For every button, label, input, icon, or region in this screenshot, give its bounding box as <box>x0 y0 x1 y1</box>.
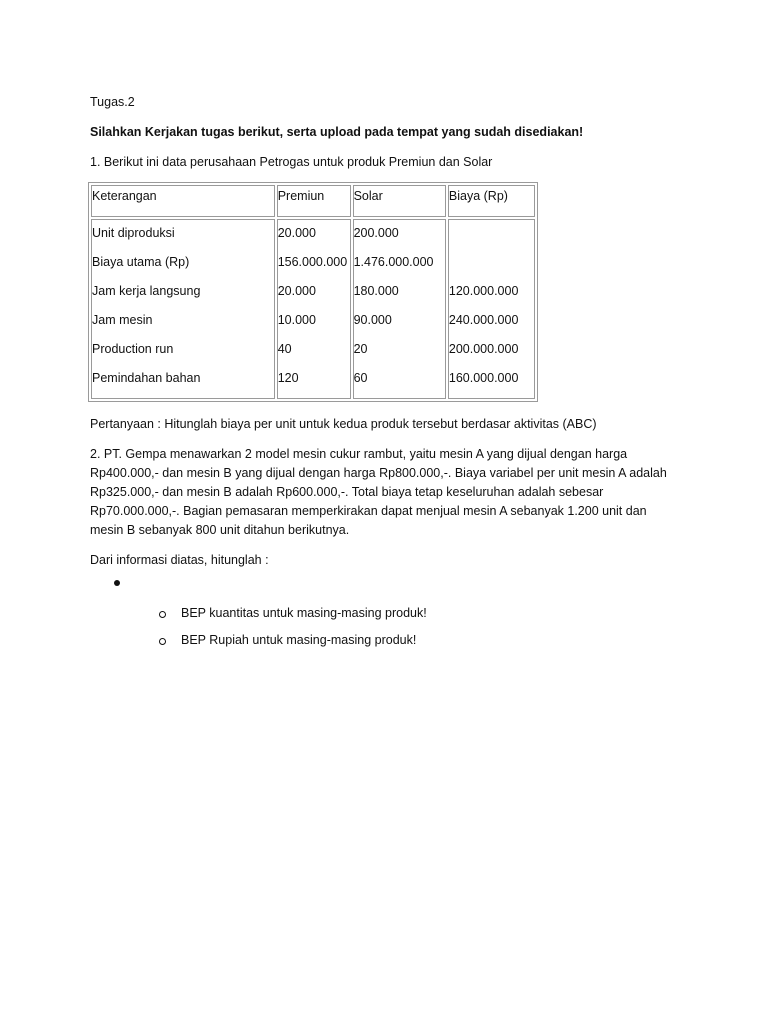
table-header-cell: Biaya (Rp) <box>448 185 535 217</box>
table-cell: 120 <box>277 371 299 385</box>
table-header-cell: Solar <box>353 185 446 217</box>
table-header-cell: Premiun <box>277 185 351 217</box>
table-cell: 156.000.000 <box>277 255 348 269</box>
table-cell: 200.000.000 <box>448 342 519 356</box>
question2-line: Rp325.000,- dan mesin B adalah Rp600.000,-. Total biaya tetap keseluruhan adalah sebesar <box>90 485 604 499</box>
question2-line: Rp400.000,- dan mesin B yang dijual dengan harga Rp800.000,-. Biaya variabel per unit mesin A adalah <box>90 466 667 480</box>
instruction-text: Silahkan Kerjakan tugas berikut, serta upload pada tempat yang sudah disediakan! <box>90 125 584 139</box>
table-cell: Production run <box>92 342 174 356</box>
table-header-row <box>91 185 535 217</box>
bullet-icon <box>114 580 120 586</box>
data-table <box>88 182 538 402</box>
table-cell: 40 <box>277 342 292 356</box>
table-column-biaya <box>448 219 535 399</box>
table-header-cell: Keterangan <box>91 185 275 217</box>
table-cell: Jam mesin <box>92 313 153 327</box>
table-cell: 120.000.000 <box>448 284 519 298</box>
circle-bullet-icon <box>159 638 166 645</box>
document-page <box>90 93 680 660</box>
table-cell: 1.476.000.000 <box>353 255 434 269</box>
question2-line: 2. PT. Gempa menawarkan 2 model mesin cukur rambut, yaitu mesin A yang dijual dengan harga <box>90 447 628 461</box>
table-column-solar <box>353 219 446 399</box>
question1-intro: 1. Berikut ini data perusahaan Petrogas untuk produk Premiun dan Solar <box>90 155 493 169</box>
table-cell: Pemindahan bahan <box>92 371 201 385</box>
table-cell: Unit diproduksi <box>92 226 175 240</box>
table-cell: Biaya utama (Rp) <box>92 255 190 269</box>
document-title: Tugas.2 <box>90 95 135 109</box>
table-cell: 160.000.000 <box>448 371 519 385</box>
table-cell: 20.000 <box>277 284 316 298</box>
question2-paragraph <box>90 445 680 540</box>
sub-list-item-text: BEP Rupiah untuk masing-masing produk! <box>181 633 417 647</box>
question2-line: Rp70.000.000,-. Bagian pemasaran memperkirakan dapat menjual mesin A sebanyak 1.200 unit dan <box>90 504 647 518</box>
table-cell: 20 <box>353 342 368 356</box>
table-cell: 10.000 <box>277 313 316 327</box>
table-body-row <box>91 219 535 399</box>
from-info-text: Dari informasi diatas, hitunglah : <box>90 553 269 567</box>
table-column-keterangan <box>91 219 275 399</box>
table-column-premiun <box>277 219 351 399</box>
sub-list-item <box>90 606 680 633</box>
table-cell <box>449 224 534 253</box>
table-cell: Jam kerja langsung <box>92 284 201 298</box>
question2-line: mesin B sebanyak 800 unit ditahun berikutnya. <box>90 523 350 537</box>
question1-text: Pertanyaan : Hitunglah biaya per unit untuk kedua produk tersebut berdasar aktivitas (ABC) <box>90 417 597 431</box>
table-cell <box>449 253 534 282</box>
circle-bullet-icon <box>159 611 166 618</box>
table-cell: 20.000 <box>277 226 316 240</box>
table-cell: 180.000 <box>353 284 399 298</box>
bullet-list-item <box>90 578 680 606</box>
sub-list-item <box>90 633 680 660</box>
table-cell: 60 <box>353 371 368 385</box>
table-cell: 90.000 <box>353 313 392 327</box>
table-cell: 240.000.000 <box>448 313 519 327</box>
sub-list-item-text: BEP kuantitas untuk masing-masing produk! <box>181 606 427 620</box>
table-cell: 200.000 <box>353 226 399 240</box>
